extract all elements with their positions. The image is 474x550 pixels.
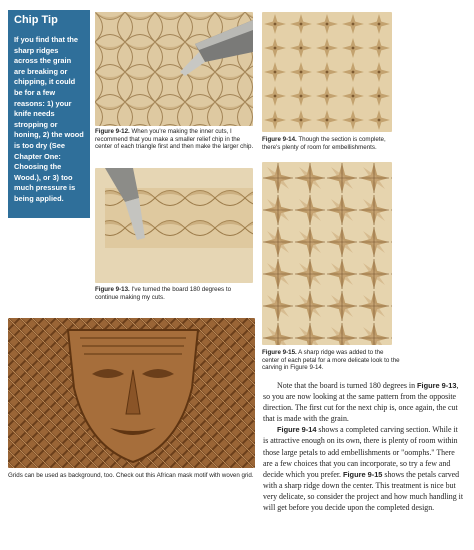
- body-p2-figure-ref-1: Figure 9-14: [277, 425, 317, 435]
- body-p2-middle: shows a completed carving section. While it is attractive enough on its own, there is plenty of room within those large petals to add embellishments or "oomphs." There are a few choices that you can incorporate, so try a few and decide which you prefer.: [263, 425, 458, 479]
- body-p2-end: shows the petals carved with a sharp ridge down the center. This treatment is nice but very delicate, so consider the project and how much handling it will get before you decide upon the completed design.: [263, 469, 464, 513]
- figure-9-15-caption: [262, 349, 402, 372]
- figure-9-14-label: Figure 9-14.: [262, 136, 297, 143]
- figure-9-12-caption: [95, 128, 255, 151]
- figure-9-12-text: When you're making the inner cuts, I recommend that you make a smaller relief chip in the center of each triangle first and then make the larger chip.: [95, 128, 254, 151]
- body-p1-figure-ref: Figure 9-13: [417, 381, 457, 390]
- figure-9-15-label: Figure 9-15.: [262, 349, 297, 356]
- body-paragraph-1: [263, 380, 465, 424]
- body-p1-start: Note that the board is turned 180 degrees in: [277, 381, 416, 390]
- body-p2-figure-ref-2: Figure 9-15: [342, 469, 383, 479]
- figure-9-14-text: Though the section is complete, there's plenty of room for embellishments.: [262, 136, 386, 151]
- figure-9-13-label: Figure 9-13.: [95, 286, 130, 293]
- african-mask-photo: [8, 318, 255, 468]
- figure-9-12-label: Figure 9-12.: [95, 128, 130, 135]
- body-paragraph-2: [263, 424, 465, 513]
- figure-9-14-caption: [262, 136, 402, 151]
- chip-tip-box: [8, 10, 90, 218]
- figure-9-12-photo: [95, 12, 253, 126]
- figure-9-15-text: A sharp ridge was added to the center of each petal for a more delicate look to the carving in Figure 9-14.: [262, 349, 400, 372]
- mask-caption: Grids can be used as background, too. Check out this African mask motif with woven grid.: [8, 472, 254, 479]
- chip-tip-title: Chip Tip: [9, 11, 89, 31]
- body-p1-end: , so you are now looking at the same pattern from the opposite direction. The first cut for the next chip is, once again, the cut that is made with the grain.: [263, 381, 459, 424]
- figure-9-15-photo: [262, 162, 392, 345]
- body-text: [263, 380, 465, 513]
- figure-9-14-photo: [262, 12, 392, 132]
- chip-tip-text: If you find that the sharp ridges across the grain are breaking or chipping, it could be for a few reasons: 1) your knife needs stropping or honing, 2) the wood is too dry (See Chapter One: Choosing the Wood.), or 3) too much pressure is being applied.: [9, 31, 89, 217]
- figure-9-13-text: I've turned the board 180 degrees to continue making my cuts.: [95, 286, 232, 301]
- figure-9-13-caption: [95, 286, 255, 301]
- figure-9-13-photo: [95, 168, 253, 283]
